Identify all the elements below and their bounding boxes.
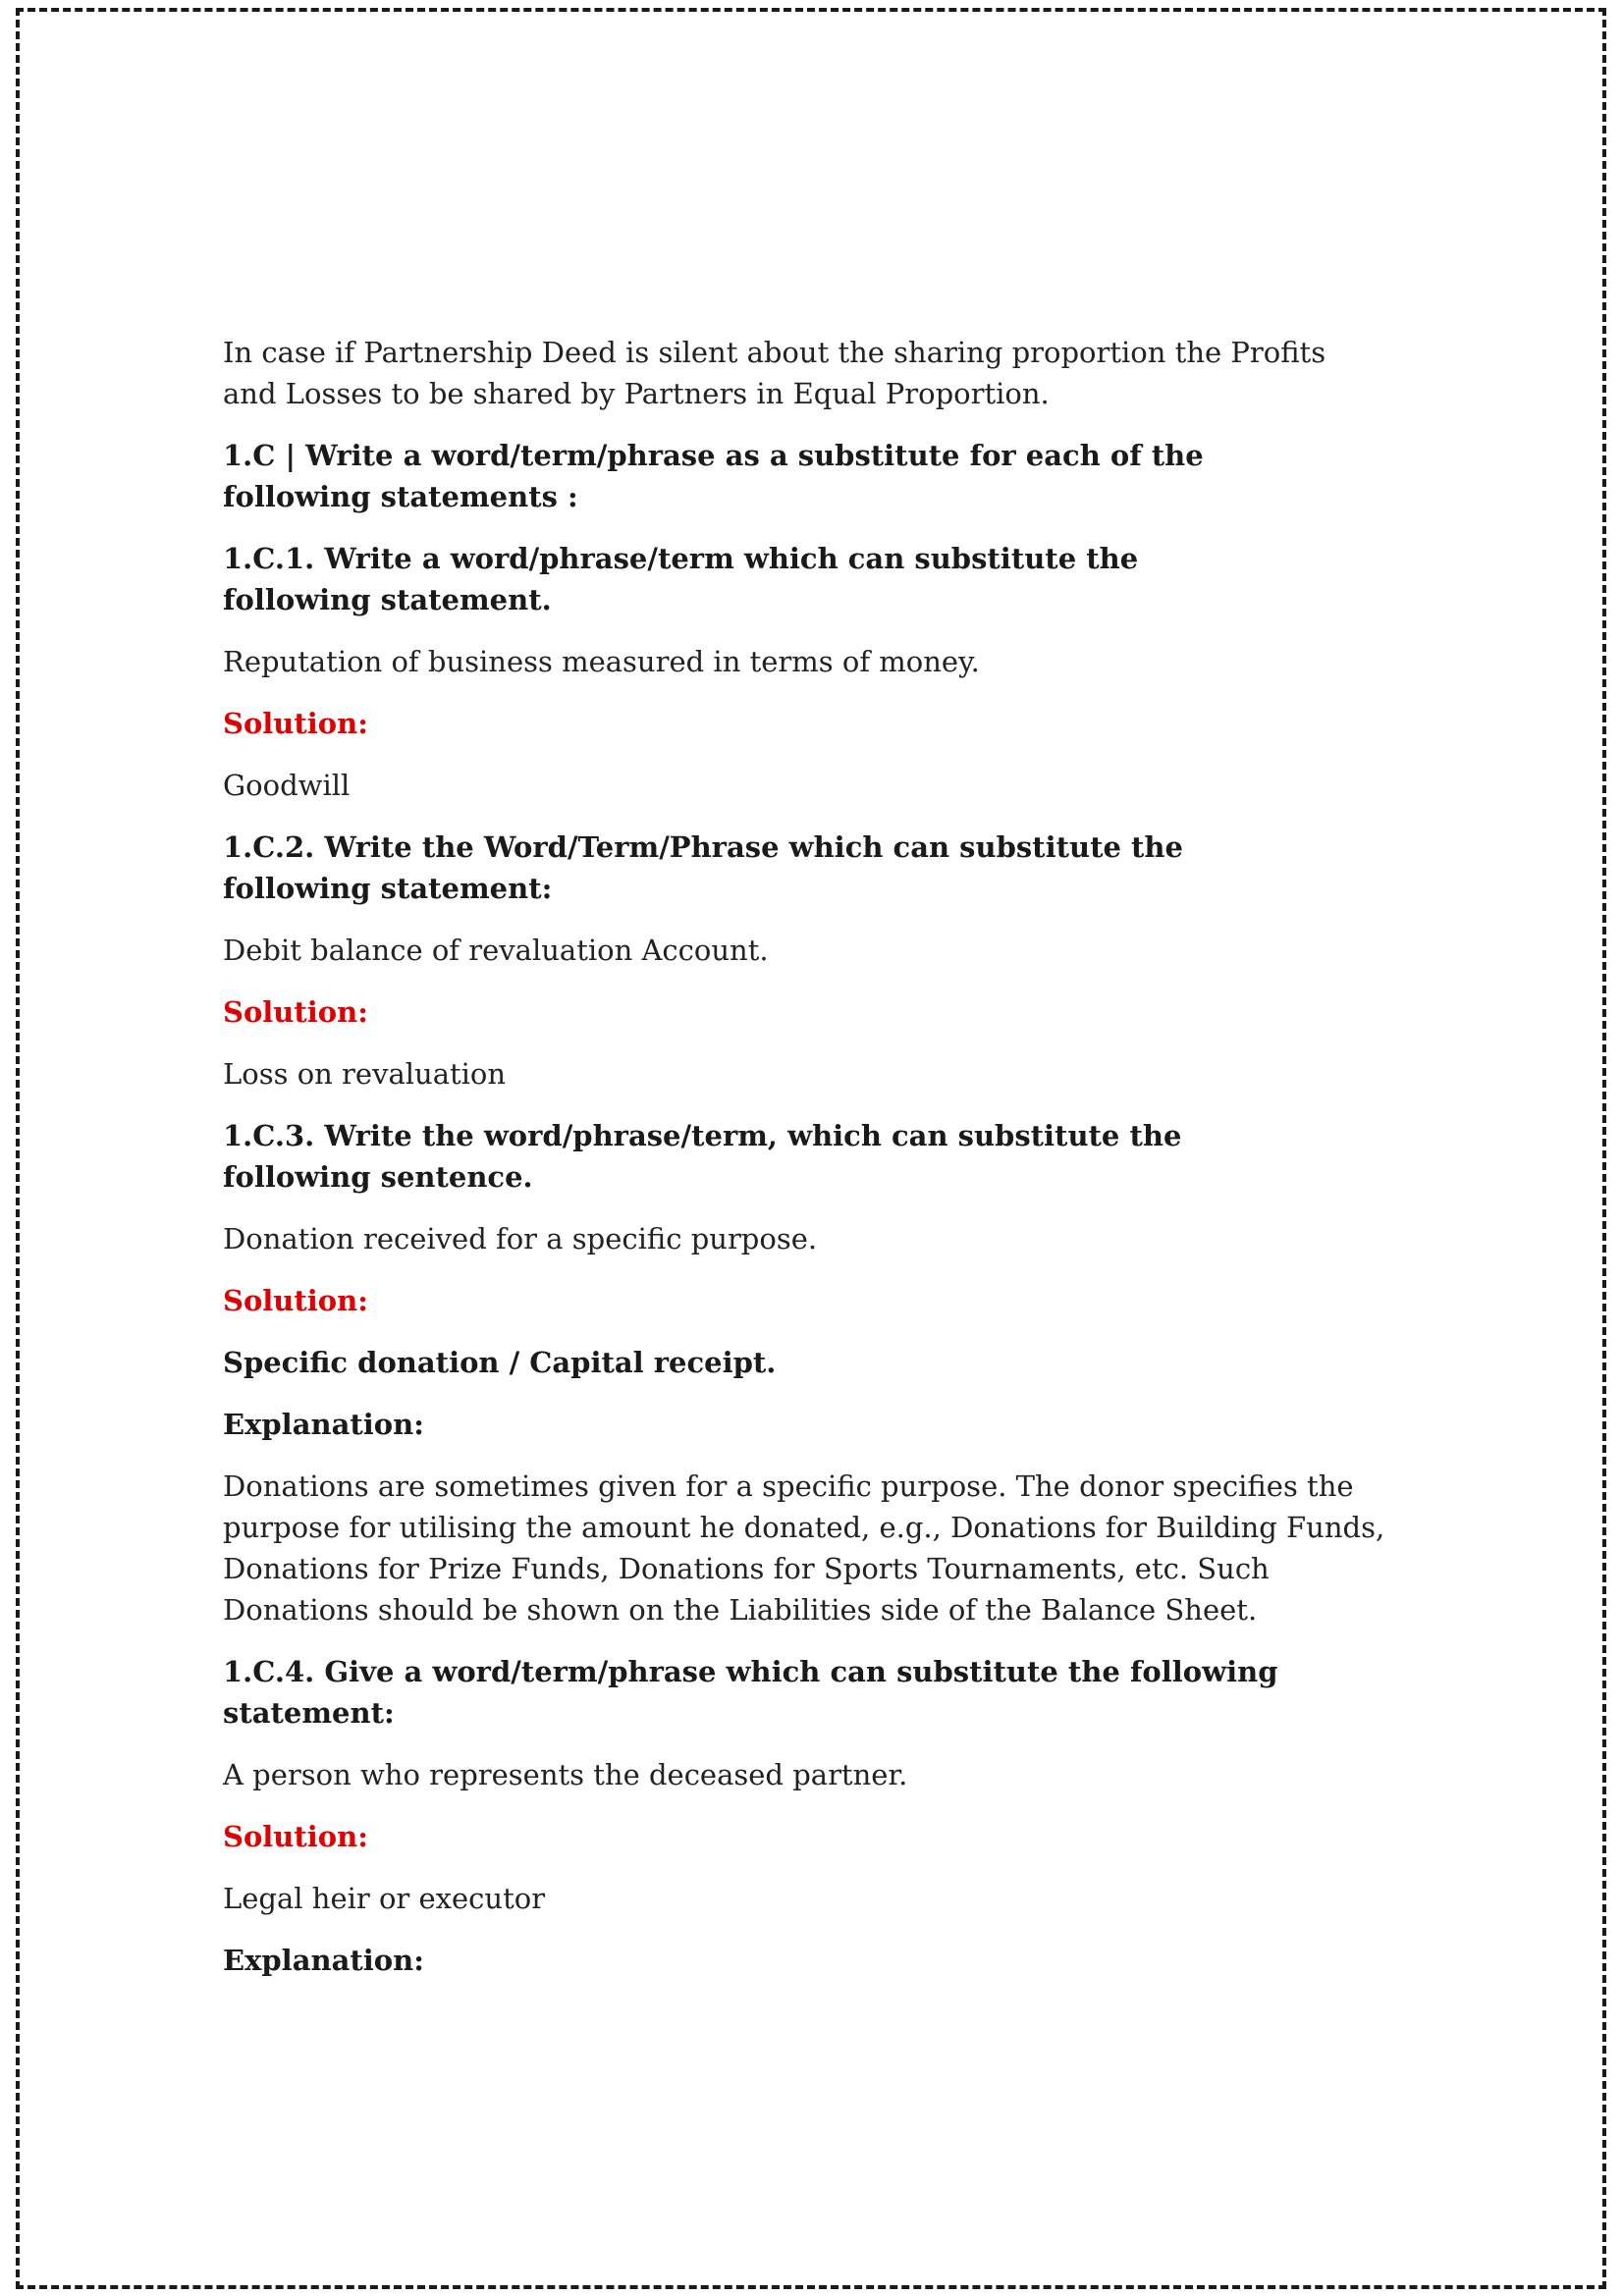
document-body	[223, 332, 1401, 2002]
question-3-explanation: Donations are sometimes given for a specific purpose. The donor specifies the purpose for utilising the amount he donated, e.g., Donations for Building Funds, Donations for Prize Funds, Donations for Sports Tournaments, etc. Such Donations should be shown on the Liabilities side of the Balance Sheet.	[223, 1469, 1385, 1627]
question-1-heading: 1.C.1. Write a word/phrase/term which can substitute the following statement.	[223, 542, 1139, 616]
intro-paragraph: In case if Partnership Deed is silent about the sharing proportion the Profits and Losses to be shared by Partners in Equal Proportion.	[223, 336, 1326, 410]
question-4-answer: Legal heir or executor	[223, 1882, 546, 1915]
question-1-statement: Reputation of business measured in terms of money.	[223, 645, 980, 678]
question-1-solution-label: Solution:	[223, 707, 368, 740]
section-heading: 1.C | Write a word/term/phrase as a substitute for each of the following statements :	[223, 439, 1204, 513]
question-4-solution-label: Solution:	[223, 1820, 368, 1853]
question-3-explanation-label: Explanation:	[223, 1408, 424, 1441]
question-1-answer: Goodwill	[223, 769, 351, 802]
question-3-answer: Specific donation / Capital receipt.	[223, 1346, 777, 1379]
question-3-statement: Donation received for a specific purpose.	[223, 1222, 818, 1255]
question-2-solution-label: Solution:	[223, 995, 368, 1029]
question-4-heading: 1.C.4. Give a word/term/phrase which can substitute the following statement:	[223, 1655, 1278, 1730]
question-4-explanation-label: Explanation:	[223, 1944, 424, 1977]
question-2-answer: Loss on revaluation	[223, 1057, 507, 1091]
question-3-heading: 1.C.3. Write the word/phrase/term, which can substitute the following sentence.	[223, 1119, 1182, 1194]
question-2-statement: Debit balance of revaluation Account.	[223, 934, 769, 967]
question-3-solution-label: Solution:	[223, 1284, 368, 1317]
question-2-heading: 1.C.2. Write the Word/Term/Phrase which can substitute the following statement:	[223, 830, 1183, 905]
question-4-statement: A person who represents the deceased partner.	[223, 1758, 908, 1791]
